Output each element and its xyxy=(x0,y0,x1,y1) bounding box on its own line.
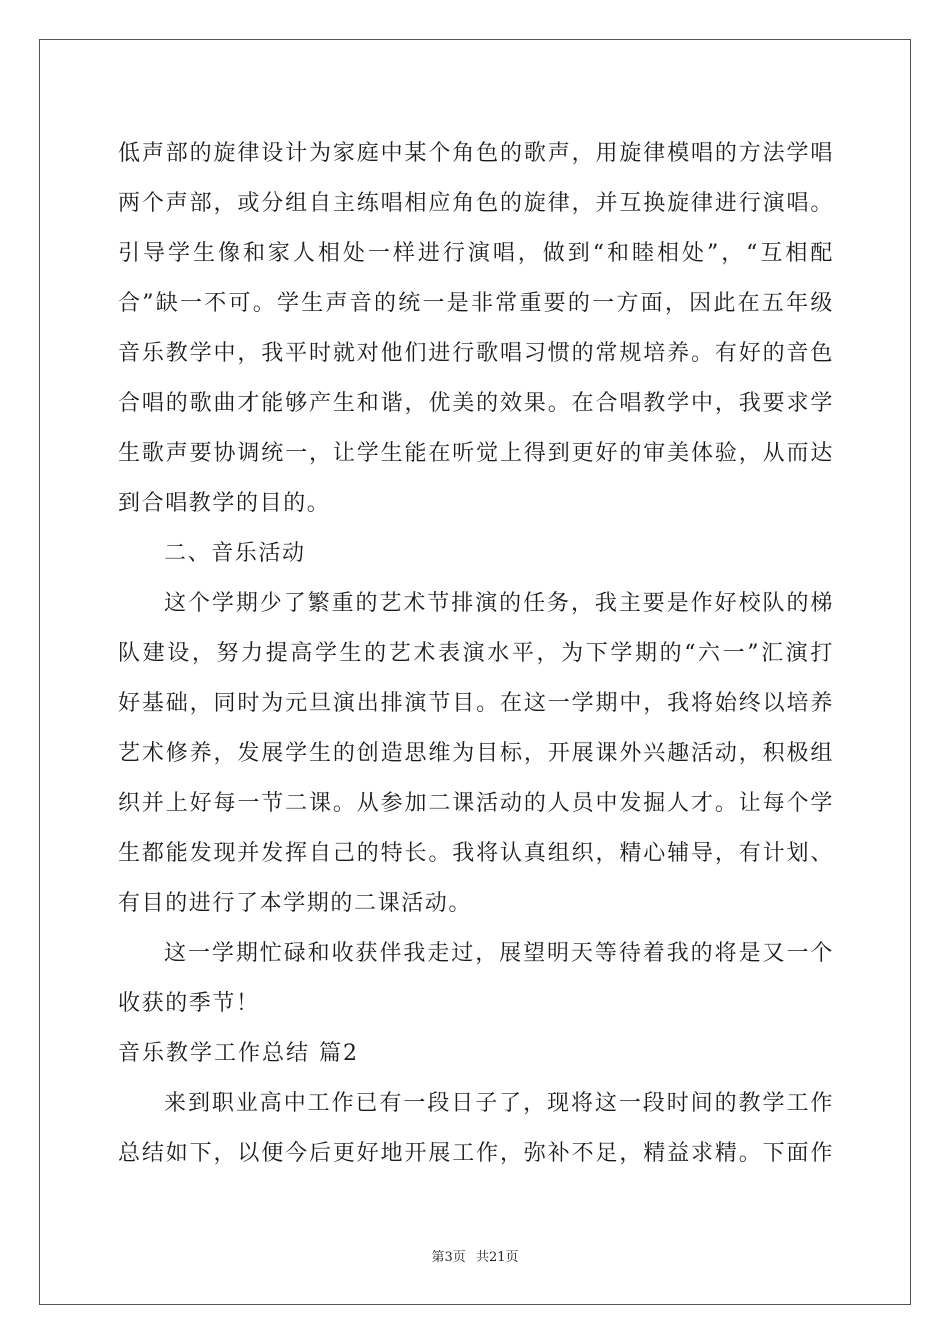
text-line: 这个学期少了繁重的艺术节排演的任务，我主要是作好校队的梯 xyxy=(164,591,834,616)
text-line: 来到职业高中工作已有一段日子了，现将这一段时间的教学工作 xyxy=(164,1091,834,1116)
text-line: 总结如下，以便今后更好地开展工作，弥补不足，精益求精。下面作 xyxy=(118,1141,834,1166)
text-line: 音乐教学中，我平时就对他们进行歌唱习惯的常规培养。有好的音色 xyxy=(118,341,834,366)
text-line: 队建设，努力提高学生的艺术表演水平，为下学期的“六一”汇演打 xyxy=(118,641,834,666)
text-line: 到合唱教学的目的。 xyxy=(118,491,331,516)
page-total: 共21页 xyxy=(475,1250,519,1265)
text-line: 这一学期忙碌和收获伴我走过，展望明天等待着我的将是又一个 xyxy=(164,941,834,966)
text-line: 织并上好每一节二课。从参加二课活动的人员中发掘人才。让每个学 xyxy=(118,791,834,816)
text-line: 二、音乐活动 xyxy=(164,541,306,566)
text-line: 收获的季节！ xyxy=(118,991,260,1016)
text-line: 引导学生像和家人相处一样进行演唱，做到“和睦相处”，“互相配 xyxy=(118,241,834,266)
text-line: 有目的进行了本学期的二课活动。 xyxy=(118,891,473,916)
text-line: 艺术修养，发展学生的创造思维为目标，开展课外兴趣活动，积极组 xyxy=(118,741,834,766)
text-line: 合”缺一不可。学生声音的统一是非常重要的一方面，因此在五年级 xyxy=(118,291,834,316)
text-line: 生歌声要协调统一，让学生能在听觉上得到更好的审美体验，从而达 xyxy=(118,441,834,466)
text-line: 合唱的歌曲才能够产生和谐，优美的效果。在合唱教学中，我要求学 xyxy=(118,391,834,416)
page-footer xyxy=(0,1246,950,1265)
page-number: 第3页 xyxy=(431,1250,466,1265)
text-line: 低声部的旋律设计为家庭中某个角色的歌声，用旋律模唱的方法学唱 xyxy=(118,141,834,166)
text-line: 生都能发现并发挥自己的特长。我将认真组织，精心辅导，有计划、 xyxy=(118,841,834,866)
section-heading: 音乐教学工作总结 篇2 xyxy=(118,1041,359,1066)
document-body xyxy=(118,129,834,1179)
text-line: 两个声部，或分组自主练唱相应角色的旋律，并互换旋律进行演唱。 xyxy=(118,191,834,216)
text-line: 好基础，同时为元旦演出排演节目。在这一学期中，我将始终以培养 xyxy=(118,691,834,716)
